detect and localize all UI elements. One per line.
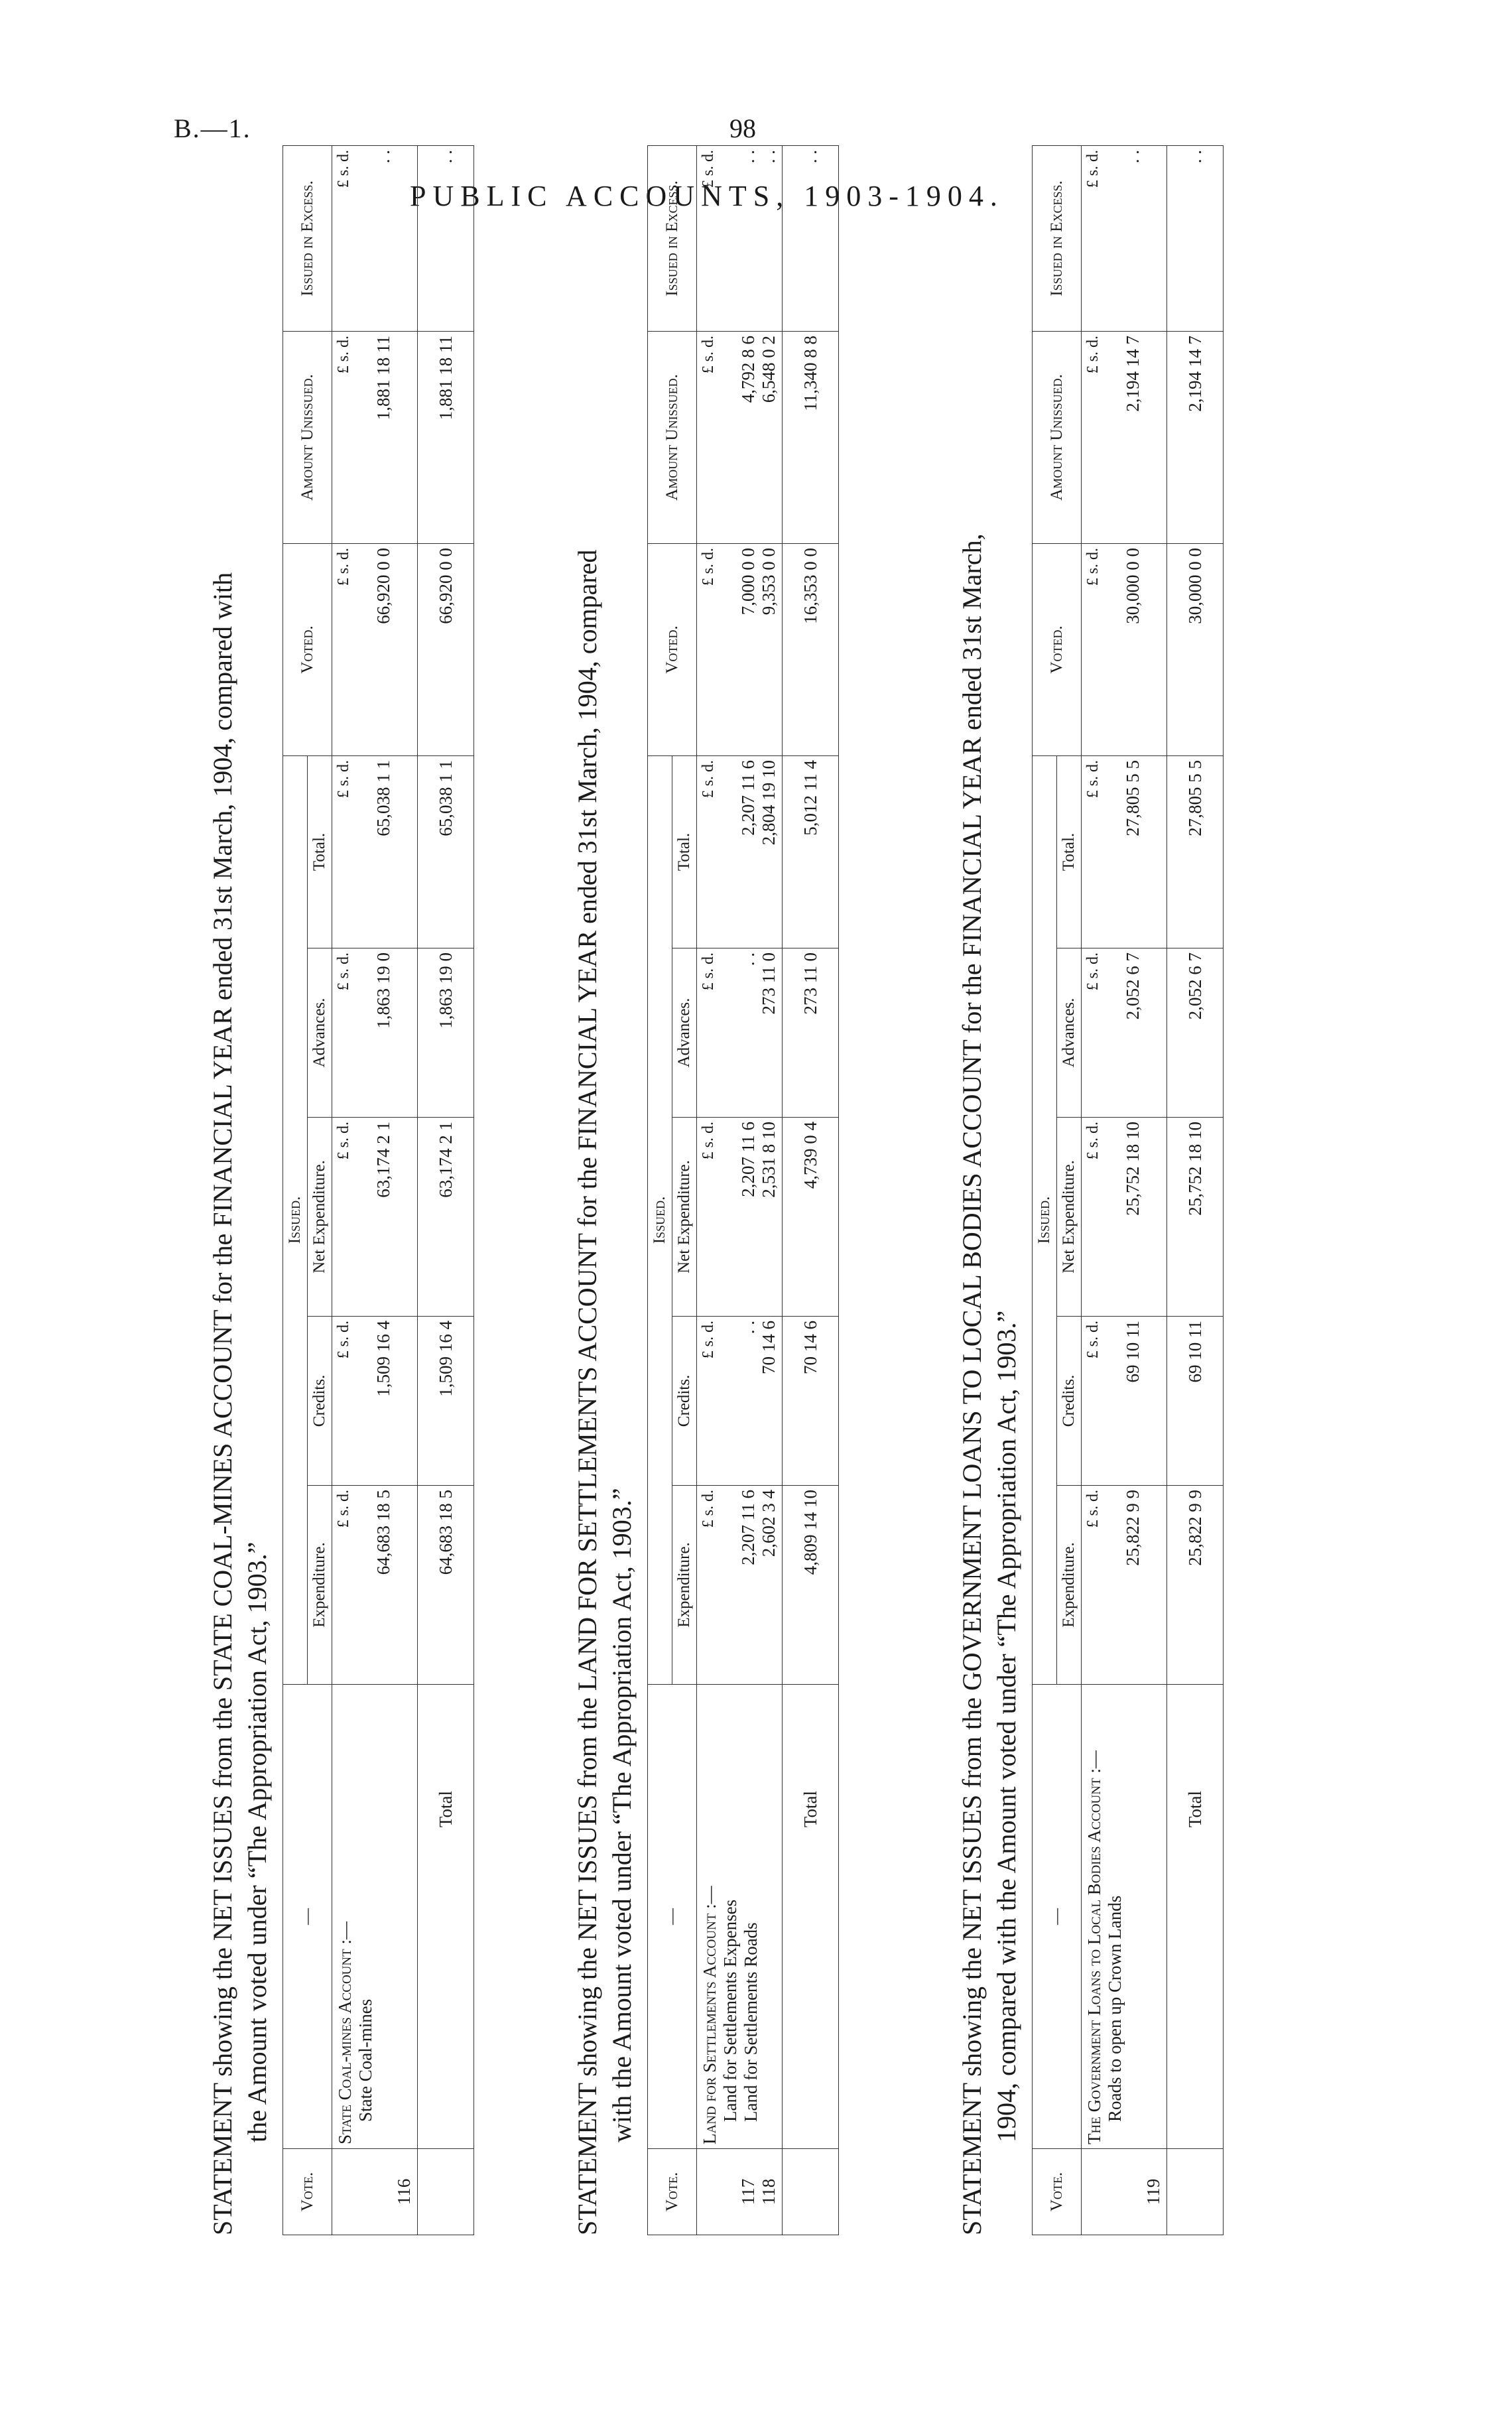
- unissued-cell: [332, 331, 418, 543]
- caption-line-1: STATEMENT showing the NET ISSUES from the GOVERNMENT LOANS TO LOCAL BODIES ACCOUNT for the FINANCIAL YEAR ended 31st March,: [957, 533, 987, 2235]
- expenditure-value: 64,683 18 5: [373, 1490, 393, 1575]
- voted-value: 66,920 0 0: [373, 547, 393, 624]
- unissued-header: Amount Unissued.: [1033, 331, 1082, 543]
- voted-total: 16,353 0 0: [783, 543, 839, 755]
- excess-header: Issued in Excess.: [648, 145, 697, 331]
- advances-total: 273 11 0: [783, 948, 839, 1118]
- advances-cell: [332, 948, 418, 1118]
- credits-value: 70 14 6: [759, 1321, 779, 1374]
- statement-caption: [955, 146, 1032, 2235]
- voted-cell: [697, 543, 783, 755]
- currency-units: £ s. d.: [335, 335, 352, 374]
- currency-units: £ s. d.: [1084, 759, 1102, 799]
- total-label: Total: [1167, 1685, 1224, 2149]
- credits-cell: [1082, 1317, 1167, 1486]
- net-header: Net Expenditure.: [672, 1118, 697, 1317]
- currency-units: £ s. d.: [700, 547, 717, 586]
- credits-header: Credits.: [672, 1317, 697, 1486]
- advances-header: Advances.: [308, 948, 332, 1118]
- advances-cell: [1082, 948, 1167, 1118]
- description-cell: [1082, 1685, 1167, 2149]
- advances-total: 2,052 6 7: [1167, 948, 1224, 1118]
- header-row: [1033, 145, 1057, 2235]
- voted-header: Voted.: [1033, 543, 1082, 755]
- credits-total: 70 14 6: [783, 1317, 839, 1486]
- description-cell: [697, 1685, 783, 2149]
- expenditure-value: 25,822 9 9: [1123, 1490, 1143, 1566]
- expenditure-header: Expenditure.: [1057, 1486, 1082, 1685]
- currency-units: £ s. d.: [700, 149, 717, 188]
- voted-cell: [332, 543, 418, 755]
- currency-units: £ s. d.: [700, 1321, 717, 1359]
- page-number: 98: [729, 113, 756, 143]
- currency-units: £ s. d.: [1084, 1321, 1102, 1359]
- report-reference: B.—1.: [174, 113, 251, 143]
- credits-total: 1,509 16 4: [418, 1317, 474, 1486]
- advances-cell: [697, 948, 783, 1118]
- description-header: —: [1033, 1685, 1082, 2149]
- vote-number: 117 118: [697, 2149, 783, 2235]
- expenditure-cell: [1082, 1486, 1167, 1685]
- currency-units: £ s. d.: [1084, 547, 1102, 586]
- net-total: 4,739 0 4: [783, 1118, 839, 1317]
- currency-units: £ s. d.: [700, 1490, 717, 1528]
- currency-units: £ s. d.: [1084, 952, 1102, 991]
- currency-units: £ s. d.: [700, 759, 717, 799]
- advances-total: 1,863 19 0: [418, 948, 474, 1118]
- total-header: Total.: [1057, 755, 1082, 948]
- expenditure-value: 2,602 3 4: [759, 1490, 779, 1557]
- line-item-label: Land for Settlements Roads: [741, 1922, 761, 2122]
- credits-value: . .: [738, 1321, 758, 1335]
- currency-units: £ s. d.: [335, 547, 352, 586]
- issued-header: Issued.: [1033, 755, 1057, 1684]
- voted-header: Voted.: [648, 543, 697, 755]
- expenditure-cell: [697, 1486, 783, 1685]
- line-item-label: State Coal-mines: [355, 1998, 375, 2122]
- unissued-header: Amount Unissued.: [648, 331, 697, 543]
- unissued-header: Amount Unissued.: [283, 331, 332, 543]
- voted-total: 30,000 0 0: [1167, 543, 1224, 755]
- total-total: 5,012 11 4: [783, 755, 839, 948]
- currency-units: £ s. d.: [700, 1122, 717, 1160]
- advances-header: Advances.: [672, 948, 697, 1118]
- currency-units: £ s. d.: [1084, 1490, 1102, 1528]
- total-cell: [697, 755, 783, 948]
- excess-total: . .: [418, 145, 474, 331]
- unissued-value: 1,881 18 11: [373, 335, 393, 421]
- line-item-label: Land for Settlements Expenses: [720, 1899, 740, 2122]
- credits-value: 1,509 16 4: [373, 1321, 393, 1397]
- caption-line-2: the Amount voted under “The Appropriation Act, 1903.”: [242, 1541, 272, 2142]
- excess-value: . .: [373, 149, 393, 164]
- total-row: [783, 145, 839, 2235]
- table-row: [332, 145, 418, 2235]
- currency-units: £ s. d.: [335, 1321, 352, 1359]
- total-total: 27,805 5 5: [1167, 755, 1224, 948]
- unissued-total: 2,194 14 7: [1167, 331, 1224, 543]
- total-row: [1167, 145, 1224, 2235]
- total-cell: [332, 755, 418, 948]
- excess-value: . .: [759, 149, 779, 164]
- caption-line-2: 1904, compared with the Amount voted under “The Appropriation Act, 1903.”: [991, 1310, 1021, 2142]
- expenditure-cell: [332, 1486, 418, 1685]
- expenditure-total: 25,822 9 9: [1167, 1486, 1224, 1685]
- voted-total: 66,920 0 0: [418, 543, 474, 755]
- net-header: Net Expenditure.: [308, 1118, 332, 1317]
- advances-header: Advances.: [1057, 948, 1082, 1118]
- advances-value: . .: [738, 952, 758, 966]
- net-cell: [332, 1118, 418, 1317]
- expenditure-total: 4,809 14 10: [783, 1486, 839, 1685]
- net-total: 25,752 18 10: [1167, 1118, 1224, 1317]
- header-row: [283, 145, 308, 2235]
- expenditure-value: 2,207 11 6: [738, 1490, 758, 1565]
- unissued-value: 2,194 14 7: [1123, 335, 1143, 412]
- currency-units: £ s. d.: [335, 759, 352, 799]
- currency-units: £ s. d.: [700, 335, 717, 374]
- credits-cell: [332, 1317, 418, 1486]
- total-header: Total.: [672, 755, 697, 948]
- statement-caption: [206, 146, 283, 2235]
- excess-total: . .: [1167, 145, 1224, 331]
- statement-table: [1032, 145, 1224, 2235]
- currency-units: £ s. d.: [1084, 149, 1102, 188]
- currency-units: £ s. d.: [335, 1122, 352, 1160]
- total-value: 65,038 1 1: [373, 759, 393, 836]
- total-row: [418, 145, 474, 2235]
- account-heading: The Government Loans to Local Bodies Account :—: [1084, 1750, 1104, 2144]
- currency-units: £ s. d.: [335, 1490, 352, 1528]
- total-value: 27,805 5 5: [1123, 759, 1143, 836]
- total-label: Total: [783, 1685, 839, 2149]
- voted-header: Voted.: [283, 543, 332, 755]
- statement-table: [283, 145, 474, 2235]
- issued-header: Issued.: [283, 755, 308, 1684]
- caption-line-2: with the Amount voted under “The Appropriation Act, 1903.”: [607, 1488, 637, 2142]
- unissued-value: 4,792 8 6: [738, 335, 758, 403]
- total-value: 2,804 19 10: [759, 759, 779, 846]
- total-label: Total: [418, 1685, 474, 2149]
- vote-number: 116: [332, 2149, 418, 2235]
- statement-table: [647, 145, 839, 2235]
- net-value: 63,174 2 1: [373, 1122, 393, 1198]
- vote-header: Vote.: [1033, 2149, 1082, 2235]
- total-value: 2,207 11 6: [738, 759, 758, 836]
- currency-units: £ s. d.: [1084, 1122, 1102, 1160]
- currency-units: £ s. d.: [700, 952, 717, 991]
- description-header: —: [648, 1685, 697, 2149]
- excess-header: Issued in Excess.: [1033, 145, 1082, 331]
- currency-units: £ s. d.: [1084, 335, 1102, 374]
- unissued-value: 6,548 0 2: [759, 335, 779, 403]
- unissued-total: 1,881 18 11: [418, 331, 474, 543]
- currency-units: £ s. d.: [335, 149, 352, 188]
- net-value: 2,531 8 10: [759, 1122, 779, 1198]
- voted-value: 9,353 0 0: [759, 547, 779, 616]
- excess-header: Issued in Excess.: [283, 145, 332, 331]
- advances-value: 273 11 0: [759, 952, 779, 1015]
- statement-caption: [570, 146, 647, 2235]
- excess-value: . .: [738, 149, 758, 164]
- voted-value: 7,000 0 0: [738, 547, 758, 616]
- net-value: 25,752 18 10: [1123, 1122, 1143, 1216]
- excess-value: . .: [1123, 149, 1143, 164]
- credits-value: 69 10 11: [1123, 1321, 1143, 1383]
- credits-total: 69 10 11: [1167, 1317, 1224, 1486]
- statement-loans-to-local-bodies: [955, 146, 1300, 2235]
- description-cell: [332, 1685, 418, 2149]
- description-header: —: [283, 1685, 332, 2149]
- net-cell: [697, 1118, 783, 1317]
- vote-number: 119: [1082, 2149, 1167, 2235]
- unissued-cell: [1082, 331, 1167, 543]
- table-row: [1082, 145, 1167, 2235]
- excess-total: . .: [783, 145, 839, 331]
- net-cell: [1082, 1118, 1167, 1317]
- issued-header: Issued.: [648, 755, 672, 1684]
- account-heading: State Coal-mines Account :—: [335, 1922, 355, 2144]
- excess-cell: [697, 145, 783, 331]
- vote-header: Vote.: [648, 2149, 697, 2235]
- advances-value: 2,052 6 7: [1123, 952, 1143, 1020]
- caption-line-1: STATEMENT showing the NET ISSUES from the LAND FOR SETTLEMENTS ACCOUNT for the FINANCIAL YEAR ended 31st March, 1904, compared: [572, 549, 602, 2235]
- line-item-label: Roads to open up Crown Lands: [1105, 1895, 1125, 2122]
- account-heading: Land for Settlements Account :—: [700, 1886, 720, 2144]
- header-row: [648, 145, 672, 2235]
- voted-cell: [1082, 543, 1167, 755]
- unissued-cell: [697, 331, 783, 543]
- excess-cell: [332, 145, 418, 331]
- currency-units: £ s. d.: [335, 952, 352, 991]
- total-header: Total.: [308, 755, 332, 948]
- voted-value: 30,000 0 0: [1123, 547, 1143, 624]
- caption-line-1: STATEMENT showing the NET ISSUES from the STATE COAL-MINES ACCOUNT for the FINANCIAL YEAR ended 31st March, 1904, compared with: [208, 572, 237, 2235]
- statement-state-coal-mines: [206, 146, 550, 2235]
- advances-value: 1,863 19 0: [373, 952, 393, 1029]
- expenditure-total: 64,683 18 5: [418, 1486, 474, 1685]
- credits-cell: [697, 1317, 783, 1486]
- credits-header: Credits.: [308, 1317, 332, 1486]
- net-header: Net Expenditure.: [1057, 1118, 1082, 1317]
- net-total: 63,174 2 1: [418, 1118, 474, 1317]
- total-cell: [1082, 755, 1167, 948]
- expenditure-header: Expenditure.: [672, 1486, 697, 1685]
- net-value: 2,207 11 6: [738, 1122, 758, 1197]
- credits-header: Credits.: [1057, 1317, 1082, 1486]
- statement-land-for-settlements: [570, 146, 915, 2235]
- unissued-total: 11,340 8 8: [783, 331, 839, 543]
- expenditure-header: Expenditure.: [308, 1486, 332, 1685]
- total-total: 65,038 1 1: [418, 755, 474, 948]
- running-title: PUBLIC ACCOUNTS, 1903-1904.: [410, 180, 1004, 212]
- table-row: [697, 145, 783, 2235]
- vote-header: Vote.: [283, 2149, 332, 2235]
- excess-cell: [1082, 145, 1167, 331]
